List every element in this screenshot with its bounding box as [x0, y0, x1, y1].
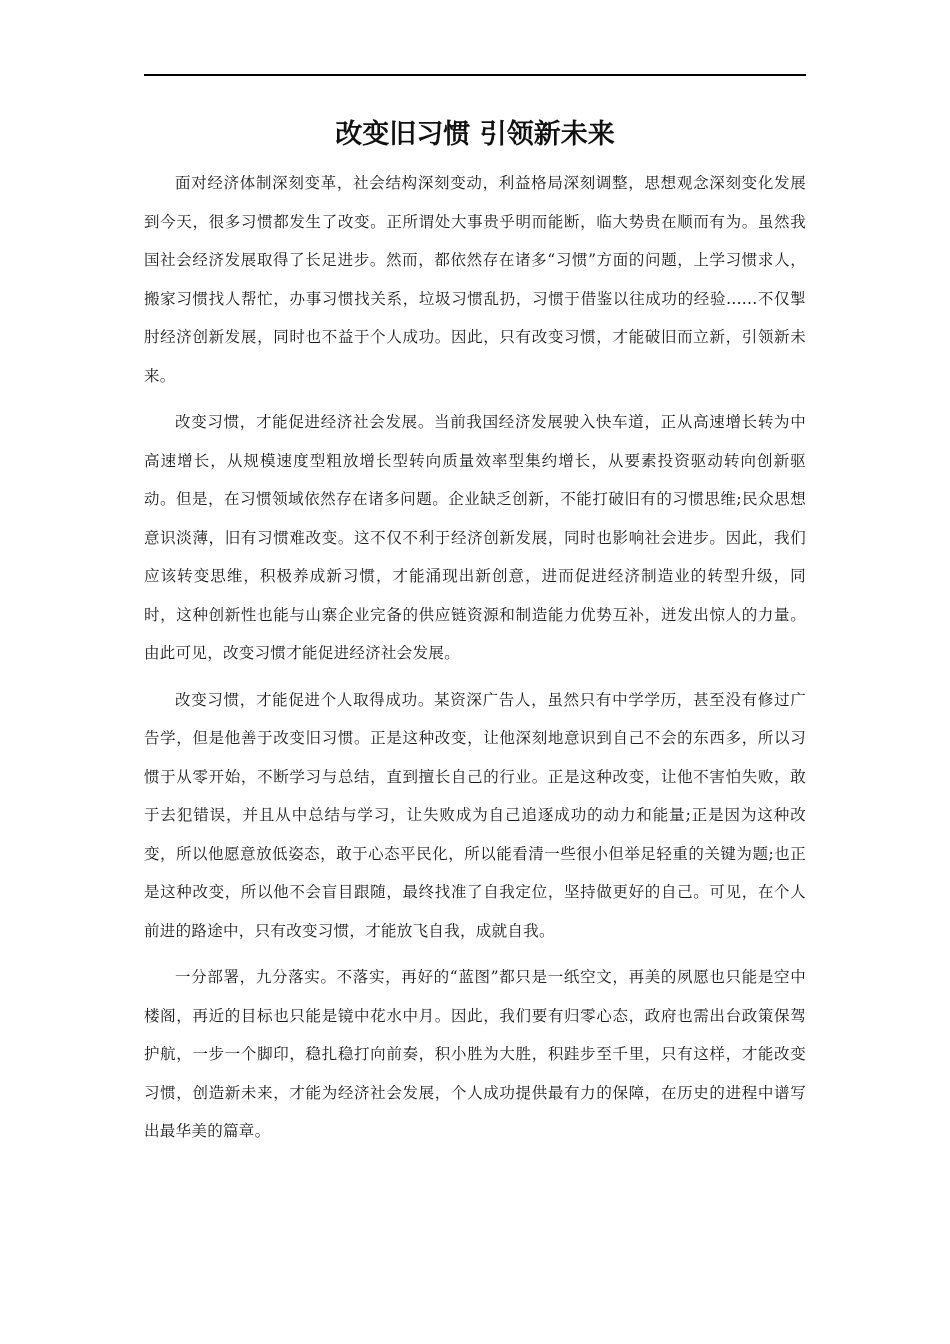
paragraph-personal: 改变习惯，才能促进个人取得成功。某资深广告人，虽然只有中学学历，甚至没有修过广告学，但是他善于改变旧习惯。正是这种改变，让他深刻地意识到自己不会的东西多，所以习惯于从零开始，不断学习与总结，直到擅长自己的行业。正是这种改变，让他不害怕失败，敢于去犯错误，并且从中总结与学习，让失败成为自己追逐成功的动力和能量;正是因为这种改变，所以他愿意放低姿态，敢于心态平民化，所以能看清一些很小但举足轻重的关键为题;也正是这种改变，所以他不会盲目跟随，最终找准了自我定位，坚持做更好的自己。可见，在个人前进的路途中，只有改变习惯，才能放飞自我，成就自我。 — [144, 690, 806, 940]
header-rule — [144, 74, 806, 76]
document-body — [144, 164, 806, 1159]
paragraph-intro: 面对经济体制深刻变革，社会结构深刻变动，利益格局深刻调整，思想观念深刻变化发展到今天，很多习惯都发生了改变。正所谓处大事贵乎明而能断，临大势贵在顺而有为。虽然我国社会经济发展取得了长足进步。然而，都依然存在诸多“习惯”方面的问题，上学习惯求人，搬家习惯找人帮忙，办事习惯找关系，垃圾习惯乱扔，习惯于借鉴以往成功的经验......不仅掣肘经济创新发展，同时也不益于个人成功。因此，只有改变习惯，才能破旧而立新，引领新未来。 — [144, 174, 806, 385]
paragraph-conclusion: 一分部署，九分落实。不落实，再好的“蓝图”都只是一纸空文，再美的夙愿也只能是空中楼阁，再近的目标也只能是镜中花水中月。因此，我们要有归零心态，政府也需出台政策保驾护航，一步一个脚印，稳扎稳打向前奏，积小胜为大胜，积跬步至千里，只有这样，才能改变习惯，创造新未来，才能为经济社会发展，个人成功提供最有力的保障，在历史的进程中谱写出最华美的篇章。 — [144, 968, 806, 1140]
page-title: 改变旧习惯 引领新未来 — [335, 119, 615, 150]
paragraph-economy: 改变习惯，才能促进经济社会发展。当前我国经济发展驶入快车道，正从高速增长转为中高速增长，从规模速度型粗放增长型转向质量效率型集约增长，从要素投资驱动转向创新驱动。但是，在习惯领域依然存在诸多问题。企业缺乏创新，不能打破旧有的习惯思维;民众思想意识淡薄，旧有习惯难改变。这不仅不利于经济创新发展，同时也影响社会进步。因此，我们应该转变思维，积极养成新习惯，才能涌现出新创意，进而促进经济制造业的转型升级，同时，这种创新性也能与山寨企业完备的供应链资源和制造能力优势互补，迸发出惊人的力量。由此可见，改变习惯才能促进经济社会发展。 — [144, 413, 806, 662]
